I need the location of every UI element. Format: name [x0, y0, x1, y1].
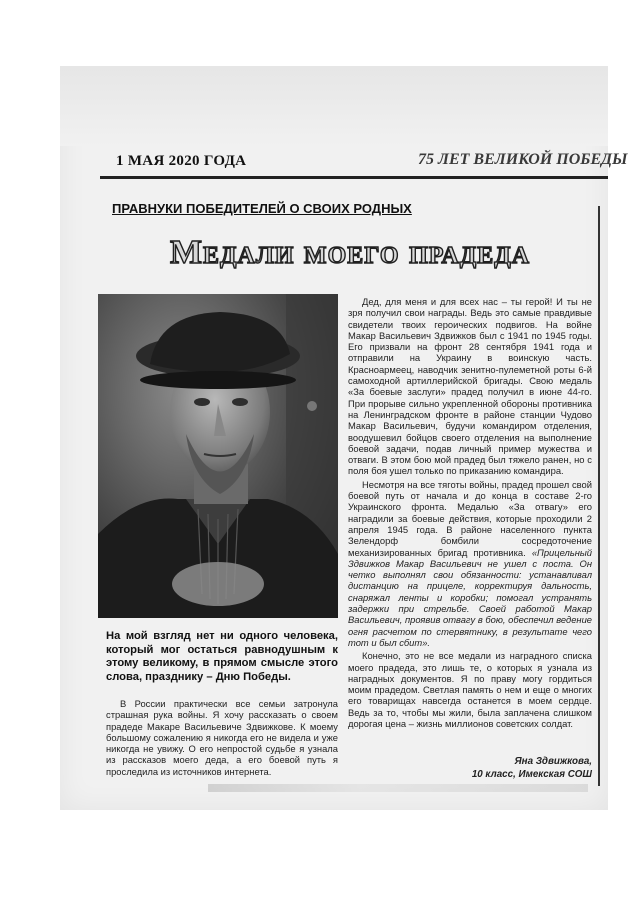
paragraph-2-text: Несмотря на все тяготы войны, прадед прошел свой боевой путь от начала и до конца в составе 2-го Украинского фронта. Медалью «За отвагу» его наградили за боевые действия, которые проходили 2 апреля 1945 года. В районе населенного пункта Зелендорф бомбили сосредоточение механизированных бригад противника.: [348, 478, 592, 558]
paragraph-1: Дед, для меня и для всех нас – ты герой! И ты не зря получил свои награды. Ведь это самые правдивые свидетели твоих героических подвигов. На войне Макар Васильевич Здвижков был с 1941 по 1945 годы. Его призвали на фронт 28 сентября 1941 года и отправили на Украину в воинскую часть. Красноармеец, наводчик зенитно-пулеметной роты 6-й самоходной артиллерийской бригады. Свою медаль «За боевые заслуги» прадед получил в июне 44-го. При прорыве сильно укрепленной обороны противника на Ленинградском фронте в районе станции Чудово Макар Васильевич, будучи командиром отделения, воодушевил бойцов своего отделения на выполнение боевой задачи, подав личный пример мужества и отваги. В этом бою мой прадед был тяжело ранен, но с поля боя ушел только по приказанию командира.: [348, 296, 592, 477]
issue-date: 1 МАЯ 2020 ГОДА: [116, 153, 247, 169]
page-header: [100, 151, 628, 175]
author-signature: [440, 756, 592, 781]
paragraph-2: [348, 479, 592, 648]
scan-shading: [60, 66, 608, 146]
intro-paragraph: В России практически все семьи затронула страшная рука войны. Я хочу рассказать о своем прадеде Макаре Васильевиче Здвижкове. К моему большому сожалению я никогда его не видела и уже никогда не увижу. О его непростой судьбе я узнала из рассказов моего деда, а его боевой путь я проследила из источников интернета.: [106, 698, 338, 777]
right-column: [348, 296, 592, 729]
award-quote: «Прицельный Здвижков Макар Васильевич не ушел с поста. Он четко выполнял свои обязанности: устанавливал дистанцию на прицеле, корректируя дальность, снаряжал ленты и коробки; помогал устранять задержки при стрельбе. Своей работой Макар Васильевич, проявив отвагу в бою, обеспечил ведение огня расчетом по стервятнику, в результате чего тот и был сбит».: [348, 546, 593, 648]
header-divider: [100, 176, 608, 179]
portrait-photo: [98, 294, 338, 618]
author-school: 10 класс, Имекская СОШ: [471, 768, 592, 780]
photo-caption: На мой взгляд нет ни одного человека, который мог остаться равнодушным к этому великому, в прямом смысле этого слова, празднику – Дню Победы.: [106, 630, 338, 683]
column-divider: [598, 206, 600, 786]
article-rubric: ПРАВНУКИ ПОБЕДИТЕЛЕЙ О СВОИХ РОДНЫХ: [112, 201, 412, 216]
article-headline: Медали моего прадеда: [169, 234, 531, 271]
section-title: 75 ЛЕТ ВЕЛИКОЙ ПОБЕДЫ: [418, 151, 628, 168]
paragraph-3: Конечно, это не все медали из наградного списка моего прадеда, это лишь те, о которых я узнала из наградных документов. Я по праву могу гордиться моим прадедом. Светлая память о нем и еще о многих его товарищах навсегда останется в моем сердце. Ведь за то, чтобы мы жили, была заплачена слишком дорогая цена – жизнь миллионов советских солдат.: [348, 650, 592, 729]
scan-edge: [208, 784, 588, 792]
author-name: Яна Здвижкова,: [514, 756, 592, 767]
left-column: [106, 698, 338, 777]
